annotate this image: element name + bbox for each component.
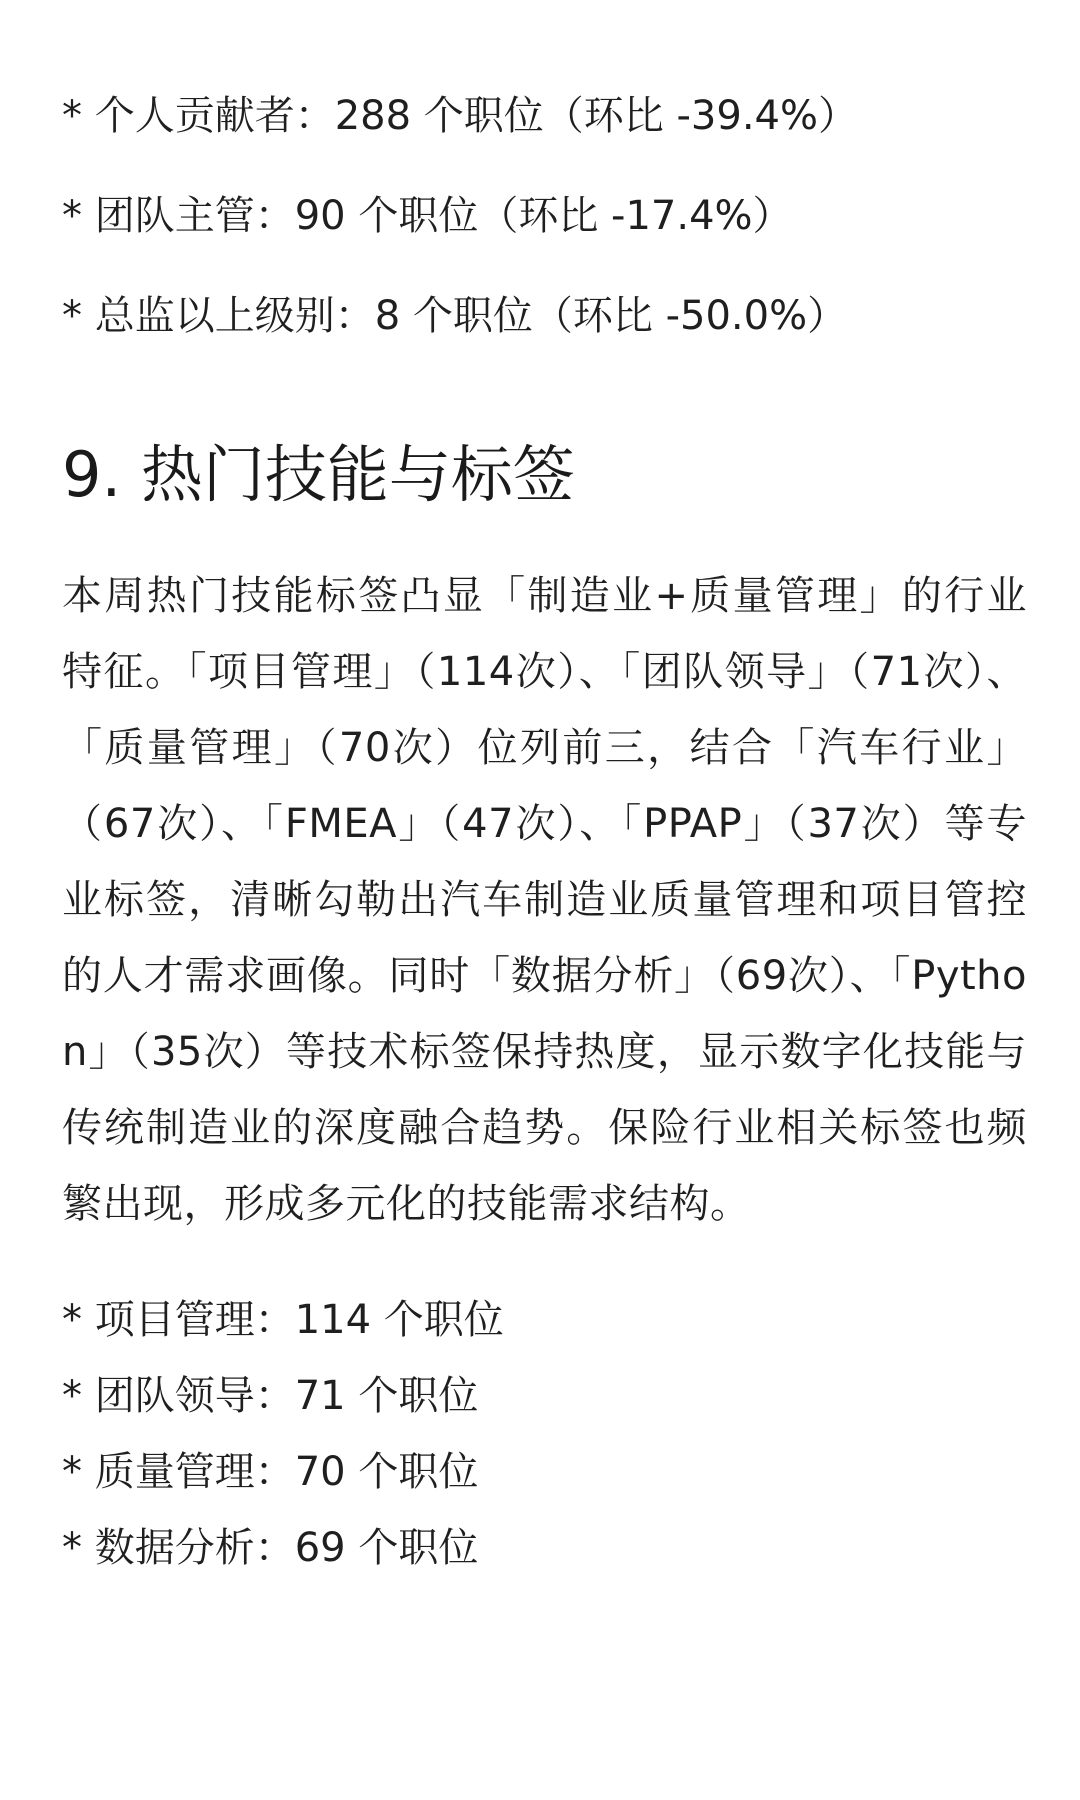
list-item: * 总监以上级别：8 个职位（环比 -50.0%）	[62, 293, 848, 339]
list-item: * 项目管理：114 个职位	[62, 1297, 504, 1343]
article-content	[62, 0, 1027, 1600]
list-item: * 团队主管：90 个职位（环比 -17.4%）	[62, 193, 793, 239]
section-paragraph: 本周热门技能标签凸显「制造业+质量管理」的行业特征。「项目管理」（114次）、「团队领导」（71次）、「质量管理」（70次）位列前三，结合「汽车行业」（67次）、「FMEA」（47次）、「PPAP」（37次）等专业标签，清晰勾勒出汽车制造业质量管理和项目管控的人才需求画像。同时「数据分析」（69次）、「Python」（35次）等技术标签保持热度，显示数字化技能与传统制造业的深度融合趋势。保险行业相关标签也频繁出现，形成多元化的技能需求结构。	[62, 573, 1027, 1227]
list-item: * 团队领导：71 个职位	[62, 1373, 479, 1419]
section-heading: 9. 热门技能与标签	[62, 438, 575, 511]
list-item: * 数据分析：69 个职位	[62, 1525, 479, 1571]
skills-list	[62, 1296, 1027, 1600]
job-level-list	[62, 0, 1027, 392]
list-item: * 个人贡献者：288 个职位（环比 -39.4%）	[62, 93, 858, 139]
list-item: * 质量管理：70 个职位	[62, 1449, 479, 1495]
